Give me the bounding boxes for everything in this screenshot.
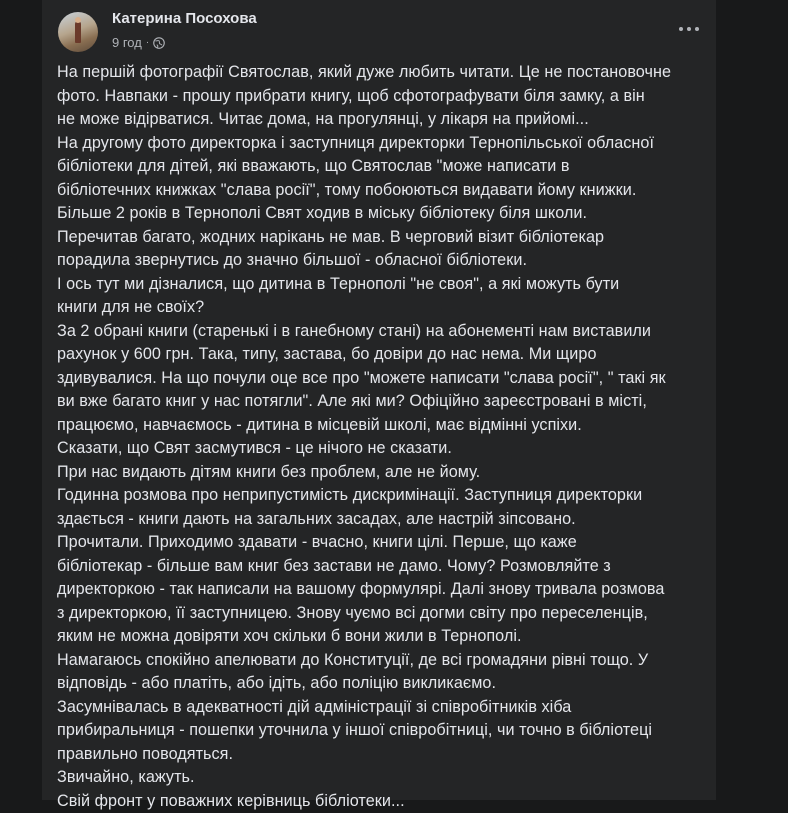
post-line: За 2 обрані книги (старенькі і в ганебному стані) на абонементі нам виставили: [57, 320, 707, 344]
post-meta: [112, 35, 165, 50]
post-line: Сказати, що Свят засмутився - це нічого не сказати.: [57, 437, 707, 461]
post-line: яким не можна довіряти хоч скільки б вони жили в Тернополі.: [57, 625, 707, 649]
post-line: Звичайно, кажуть.: [57, 766, 707, 790]
globe-icon[interactable]: [153, 37, 165, 49]
post-line: На другому фото директорка і заступниця директорки Тернопільської обласної: [57, 132, 707, 156]
post-line: фото. Навпаки - прошу прибрати книгу, щоб сфотографувати біля замку, а він: [57, 85, 707, 109]
post-line: При нас видають дітям книги без проблем, але не йому.: [57, 461, 707, 485]
post-line: бібліотечних книжках "слава росії", тому побоюються видавати йому книжки.: [57, 179, 707, 203]
more-dot: [687, 27, 691, 31]
post-line: На першій фотографії Святослав, який дуже любить читати. Це не постановочне: [57, 61, 707, 85]
post-line: здається - книги дають на загальних засадах, але настрій зіпсовано.: [57, 508, 707, 532]
author-name[interactable]: Катерина Посохова: [112, 10, 257, 27]
post-line: книги для не своїх?: [57, 296, 707, 320]
post-line: порадила звернутись до значно більшої - обласної бібліотеки.: [57, 249, 707, 273]
post-line: Намагаюсь спокійно апелювати до Конституції, де всі громадяни рівні тощо. У: [57, 649, 707, 673]
post-line: директоркою - так написали на вашому формулярі. Далі знову тривала розмова: [57, 578, 707, 602]
meta-separator: ·: [146, 37, 149, 48]
post-line: Перечитав багато, жодних нарікань не мав. В черговий візит бібліотекар: [57, 226, 707, 250]
post-line: бібліотеки для дітей, які вважають, що Святослав "може написати в: [57, 155, 707, 179]
post-line: Засумнівалась в адекватності дій адміністрації зі співробітників хіба: [57, 696, 707, 720]
post-text: [57, 61, 707, 813]
post-line: Прочитали. Приходимо здавати - вчасно, книги цілі. Перше, що каже: [57, 531, 707, 555]
post-line: не може відірватися. Читає дома, на прогулянці, у лікаря на прийомі...: [57, 108, 707, 132]
more-dot: [679, 27, 683, 31]
avatar-figure: [75, 21, 81, 43]
post-line: Більше 2 років в Тернополі Свят ходив в міську бібліотеку біля школи.: [57, 202, 707, 226]
post-card: [42, 0, 716, 800]
post-line: Годинна розмова про неприпустимість дискримінації. Заступниця директорки: [57, 484, 707, 508]
post-time[interactable]: 9 год: [112, 35, 142, 50]
post-line: рахунок у 600 грн. Така, типу, застава, бо довіри до нас нема. Ми щиро: [57, 343, 707, 367]
post-line: прибиральниця - пошепки уточнила у іншої співробітниці, чи точно в бібліотеці: [57, 719, 707, 743]
author-avatar[interactable]: [58, 12, 98, 52]
post-line: Свій фронт у поважних керівниць бібліотеки...: [57, 790, 707, 813]
post-line: бібліотекар - більше вам книг без застави не дамо. Чому? Розмовляйте з: [57, 555, 707, 579]
post-line: ви вже багато книг у нас потягли". Але які ми? Офіційно зареєстровані в місті,: [57, 390, 707, 414]
post-line: з директоркою, її заступницею. Знову чуємо всі догми світу про переселенців,: [57, 602, 707, 626]
post-line: працюємо, навчаємось - дитина в місцевій школі, має відмінні успіхи.: [57, 414, 707, 438]
post-line: відповідь - або платіть, або ідіть, або поліцію викликаємо.: [57, 672, 707, 696]
more-dot: [695, 27, 699, 31]
post-line: правильно поводяться.: [57, 743, 707, 767]
more-options-icon[interactable]: [674, 18, 704, 40]
avatar-head: [75, 17, 81, 23]
post-line: І ось тут ми дізналися, що дитина в Тернополі "не своя", а які можуть бути: [57, 273, 707, 297]
post-line: здивувалися. На що почули оце все про "можете написати "слава росії", " такі як: [57, 367, 707, 391]
